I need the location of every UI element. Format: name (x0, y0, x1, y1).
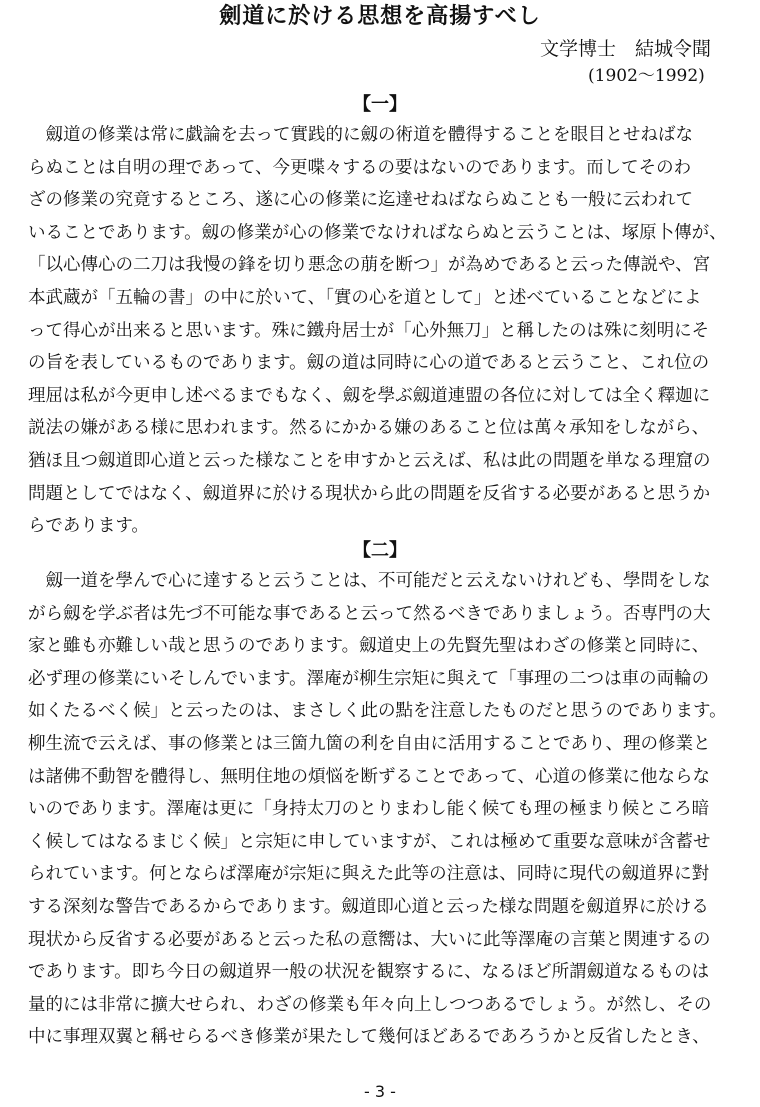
text-line: く候してはなるまじく候」と宗矩に申していますが、これは極めて重要な意味が含蓄せ (28, 831, 711, 852)
author-name: 文学博士 結城令聞 (540, 38, 712, 60)
text-line: って得心が出来ると思います。殊に鐵舟居士が「心外無刀」と稱したのは殊に刻明にそ (28, 320, 710, 341)
text-line: 「以心傳心の二刀は我慢の鋒を切り悪念の萠を断つ」が為めであると云った傳説や、宮 (28, 255, 711, 276)
text-line: 現状から反省する必要があると云った私の意嚮は、大いに此等澤庵の言葉と関連するの (28, 929, 711, 950)
text-line: する深刻な警告であるからであります。劔道即心道と云った様な問題を劔道界に於ける (28, 896, 709, 917)
text-line: の旨を表しているものであります。劔の道は同時に心の道であると云うこと、これ位の (28, 353, 710, 374)
text-line: 説法の嫌がある様に思われます。然るにかかる嫌のあること位は萬々承知をしながら、 (28, 418, 710, 439)
text-line: がら劔を学ぶ者は先づ不可能な事であると云って然るべきでありましょう。否専門の大 (28, 603, 711, 624)
text-line: 理屈は私が今更申し述べるまでもなく、劔を學ぶ劔道連盟の各位に対しては全く釋迦に (28, 385, 711, 406)
text-line: は諸佛不動智を體得し、無明住地の煩悩を断ずることであって、心道の修業に他ならな (28, 766, 710, 787)
author-years: (1902〜1992) (588, 66, 705, 86)
text-line: 猶ほ且つ劔道即心道と云った様なことを申すかと云えば、私は此の問題を単なる理窟の (28, 450, 711, 471)
section-heading-1: 【一】 (353, 94, 407, 115)
text-line: 量的には非常に擴大せられ、わざの修業も年々向上しつつあるでしょう。が然し、その (28, 994, 712, 1015)
text-line: いることであります。劔の修業が心の修業でなければならぬと云うことは、塚原卜傳が、 (28, 222, 727, 243)
text-line: 中に事理双翼と稱せらるべき修業が果たして幾何ほどあるであろうかと反省したとき、 (28, 1027, 710, 1048)
text-line: いのであります。澤庵は更に「身持太刀のとりまわし能く候ても理の極まり候ところ暗 (28, 799, 710, 820)
text-line: であります。即ち今日の劔道界一般の状況を観察するに、なるほど所謂劔道なるものは (28, 962, 710, 983)
text-line: 柳生流で云えば、事の修業とは三箇九箇の利を自由に活用することであり、理の修業と (28, 733, 711, 754)
section-1-body (28, 119, 740, 543)
text-line: 本武蔵が「五輪の書」の中に於いて、「實の心を道として」と述べていることなどによ (28, 287, 702, 308)
document-title: 劍道に於ける思想を高揚すべし (219, 4, 541, 29)
text-line: 必ず理の修業にいそしんでいます。澤庵が柳生宗矩に與えて「事理の二つは車の両輪の (28, 668, 710, 689)
text-line: 劔道の修業は常に戯論を去って實践的に劔の術道を體得することを眼目とせねばな (28, 125, 693, 145)
page-number: - 3 - (364, 1082, 396, 1101)
text-line: ざの修業の究竟するところ、遂に心の修業に迄達せねばならぬことも一般に云われて (28, 190, 693, 211)
section-heading-2: 【二】 (353, 540, 407, 561)
text-line: られています。何とならば澤庵が宗矩に與えた此等の注意は、同時に現代の劔道界に對 (28, 864, 710, 885)
text-line: 劔一道を學んで心に達すると云うことは、不可能だと云えないけれども、學問をしな (28, 571, 711, 591)
text-line: らぬことは自明の理であって、今更喋々するの要はないのであります。而してそのわ (28, 157, 692, 178)
text-line: 如くたるべく候」と云ったのは、まさしく此の點を注意したものだと思うのであります。 (28, 701, 727, 722)
text-line: 問題としてではなく、劔道界に於ける現状から此の問題を反省する必要があると思うか (28, 483, 711, 504)
section-2-body (28, 565, 740, 1054)
text-line: らであります。 (28, 516, 149, 537)
text-line: 家と雖も亦難しい哉と思うのであります。劔道史上の先賢先聖はわざの修業と同時に、 (28, 636, 710, 657)
